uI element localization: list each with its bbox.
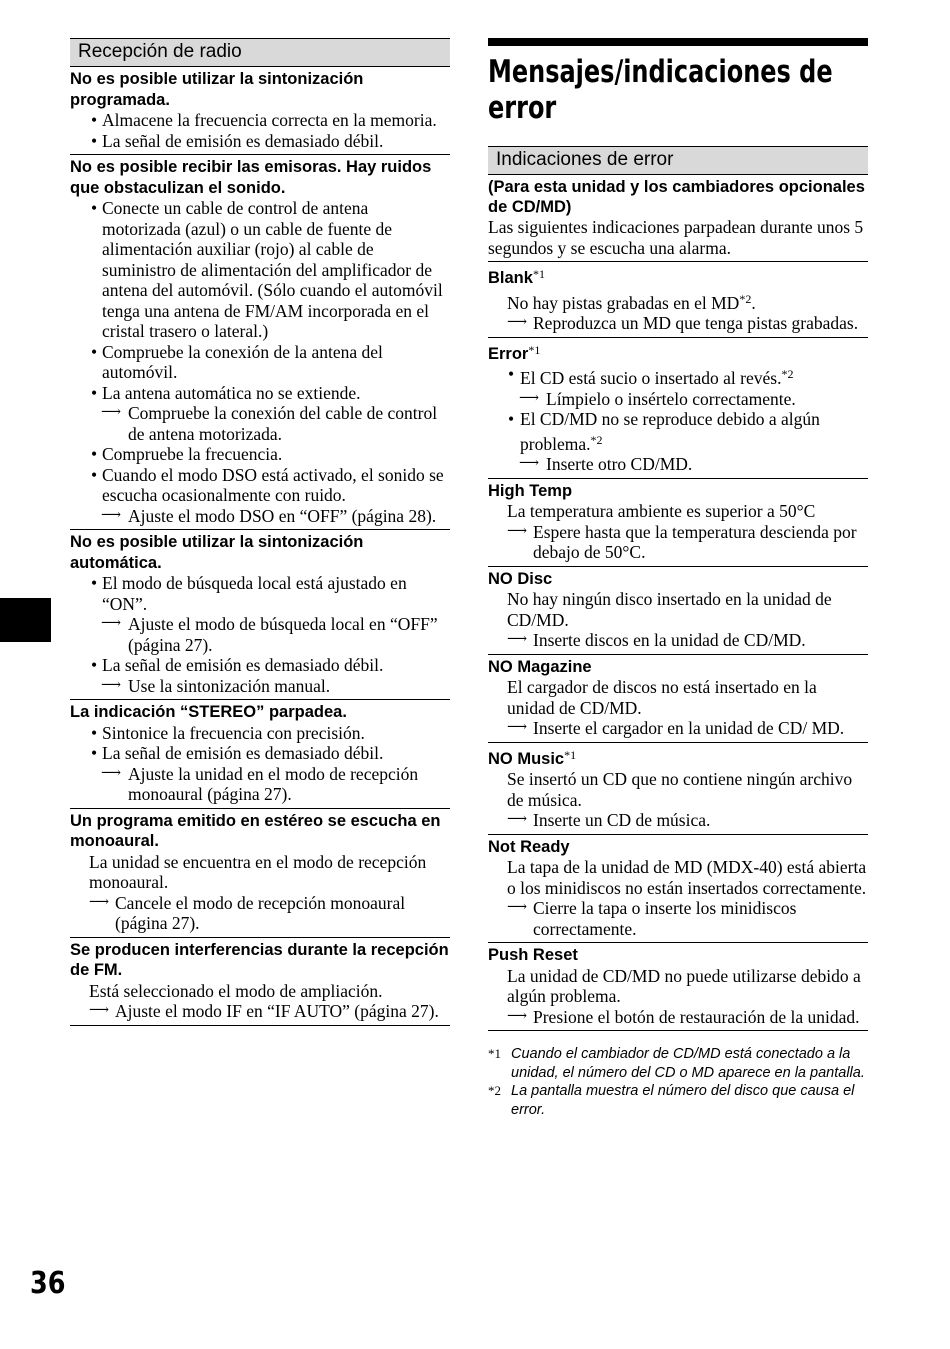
bullet-item [70, 655, 450, 676]
problem-title: Un programa emitido en estéreo se escucha en monoaural. [70, 811, 441, 850]
solution-item [488, 810, 868, 831]
problem-entry [70, 155, 450, 530]
footnote-ref: *2 [781, 367, 794, 381]
item-text: Reproduzca un MD que tenga pistas grabadas. [533, 313, 859, 333]
problem-entry [70, 530, 450, 700]
page-title: Mensajes/indicaciones de error [488, 54, 833, 126]
item-text: La señal de emisión es demasiado débil. [102, 743, 384, 763]
solution-item [70, 893, 450, 934]
item-text: Espere hasta que la temperatura descienda por debajo de 50°C. [533, 521, 857, 562]
footnotes [488, 1045, 868, 1119]
footnote-text: Cuando el cambiador de CD/MD está conectado a la unidad, el número del CD o MD aparece en la pantalla. [511, 1046, 865, 1081]
bullet-item [488, 409, 868, 454]
solution-item [488, 313, 868, 334]
title-rule [488, 38, 868, 46]
footnote-ref: *2 [590, 432, 603, 447]
arrow-right-icon: ⟶ [519, 390, 540, 406]
bullet-item [70, 110, 450, 131]
footnote-ref: *1 [532, 267, 545, 281]
error-code-label: Push Reset [488, 946, 578, 964]
section-header-error: Indicaciones de error [488, 146, 868, 175]
error-code-label: NO Disc [488, 569, 553, 588]
arrow-right-icon: ⟶ [507, 315, 528, 330]
radio-troubleshooting-list [70, 67, 450, 1026]
error-entry [488, 567, 868, 655]
right-column [488, 38, 868, 1119]
description-text [488, 677, 868, 718]
arrow-right-icon: ⟶ [507, 1008, 528, 1024]
section-tab-marker [0, 598, 51, 642]
item-text: Inserte el cargador en la unidad de CD/ MD. [533, 718, 845, 738]
footnote-text: La pantalla muestra el número del disco que causa el error. [511, 1083, 855, 1118]
bullet-icon: • [91, 110, 98, 130]
error-entry [488, 943, 868, 1031]
bullet-item [70, 131, 450, 152]
solution-item [488, 718, 868, 739]
description-text [488, 966, 868, 1007]
error-entry [488, 835, 868, 944]
arrow-right-icon: ⟶ [507, 523, 528, 539]
item-text: Conecte un cable de control de antena motorizada (azul) o un cable de fuente de alimentación auxiliar (rojo) al cable de suministro de alimentación del amplificador de antena del automóvil. (Sólo cuando el automóvil tenga una antena de FM/AM incorporada en el cristal trasero o lateral.) [102, 198, 443, 341]
footnote-ref: *1 [564, 747, 577, 762]
bullet-item [70, 198, 450, 342]
description-text [488, 501, 868, 522]
item-text: La señal de emisión es demasiado débil. [102, 130, 384, 151]
error-code [488, 837, 868, 858]
bullet-item [70, 723, 450, 744]
error-entry [488, 338, 868, 479]
arrow-right-icon: ⟶ [89, 894, 110, 910]
item-text: La antena automática no se extiende. [102, 382, 361, 403]
item-text: La temperatura ambiente es superior a 50°C [507, 501, 816, 521]
item-text: El CD/MD no se reproduce debido a algún problema. [520, 409, 820, 454]
error-code-label: Not Ready [488, 837, 570, 856]
bullet-icon: • [91, 573, 98, 593]
description-text [70, 981, 450, 1002]
bullet-icon: • [508, 364, 515, 384]
problem-title: La indicación “STEREO” parpadea. [70, 703, 347, 721]
footnote-ref: *2 [739, 291, 752, 306]
error-code-label: NO Magazine [488, 657, 592, 676]
item-text: Ajuste el modo de búsqueda local en “OFF” (página 27). [128, 614, 438, 655]
item-text: Presione el botón de restauración de la unidad. [533, 1006, 860, 1027]
bullet-icon: • [91, 722, 98, 743]
footnote-mark: *1 [488, 1046, 501, 1061]
item-text: Límpielo o insértelo correctamente. [546, 388, 796, 409]
problem-title: No es posible utilizar la sintonización programada. [70, 70, 364, 109]
arrow-right-icon: ⟶ [101, 616, 122, 631]
problem-entry [70, 938, 450, 1026]
item-text: Compruebe la conexión de la antena del automóvil. [102, 341, 383, 382]
error-code [488, 264, 868, 289]
solution-item [488, 389, 868, 410]
description-text [70, 852, 450, 893]
arrow-right-icon: ⟶ [507, 632, 528, 647]
arrow-right-icon: ⟶ [101, 507, 122, 523]
item-text: La unidad se encuentra en el modo de recepción monoaural. [89, 851, 427, 892]
solution-item [70, 1001, 450, 1022]
item-text: El modo de búsqueda local está ajustado en “ON”. [102, 573, 407, 614]
arrow-right-icon: ⟶ [89, 1003, 110, 1018]
item-text: Use la sintonización manual. [128, 675, 331, 696]
item-text: Inserte otro CD/MD. [546, 454, 693, 474]
bullet-item [70, 383, 450, 404]
error-code [488, 481, 868, 502]
error-code-label: High Temp [488, 481, 573, 500]
bullet-icon: • [91, 198, 98, 218]
error-code [488, 745, 868, 770]
item-text: Se insertó un CD que no contiene ningún archivo de música. [507, 769, 853, 810]
solution-item [70, 506, 450, 527]
solution-item [70, 764, 450, 805]
item-text: Compruebe la conexión del cable de control de antena motorizada. [128, 403, 438, 444]
left-column [70, 38, 450, 1026]
error-code [488, 657, 868, 678]
item-text: Ajuste el modo IF en “IF AUTO” (página 27). [115, 1001, 439, 1021]
problem-title: No es posible utilizar la sintonización automática. [70, 533, 364, 572]
bullet-icon: • [91, 655, 98, 675]
error-code-label: NO Music [488, 749, 565, 768]
bullet-icon: • [91, 743, 98, 763]
bullet-icon: • [91, 444, 98, 464]
solution-item [488, 1007, 868, 1028]
error-entry [488, 262, 868, 338]
item-text: Ajuste el modo DSO en “OFF” (página 28). [128, 505, 437, 526]
item-text: El cargador de discos no está insertado en la unidad de CD/MD. [507, 677, 817, 718]
item-text: Inserte discos en la unidad de CD/MD. [533, 630, 806, 650]
item-text: No hay ningún disco insertado en la unidad de CD/MD. [507, 589, 832, 630]
arrow-right-icon: ⟶ [101, 677, 122, 693]
item-text: Cancele el modo de recepción monoaural (página 27). [115, 892, 406, 933]
description-text [488, 769, 868, 810]
item-text: Compruebe la frecuencia. [102, 444, 283, 464]
arrow-right-icon: ⟶ [101, 765, 122, 781]
footnote-mark: *2 [488, 1083, 501, 1098]
error-code-label: Error [488, 344, 529, 363]
bullet-icon: • [91, 130, 98, 151]
solution-item [488, 522, 868, 563]
solution-item [488, 898, 868, 939]
solution-item [488, 630, 868, 651]
solution-item [70, 676, 450, 697]
error-code [488, 945, 868, 966]
item-text: Está seleccionado el modo de ampliación. [89, 980, 383, 1001]
bullet-icon: • [91, 464, 98, 485]
page-number: 36 [30, 1266, 66, 1301]
arrow-right-icon: ⟶ [507, 812, 528, 827]
description-text [488, 289, 868, 314]
arrow-right-icon: ⟶ [101, 405, 122, 420]
item-text: El CD está sucio o insertado al revés. [520, 368, 782, 388]
item-text: La tapa de la unidad de MD (MDX-40) está abierta o los minidiscos no están insertados correctamente. [507, 857, 867, 898]
solution-item [488, 454, 868, 475]
error-indications-list [488, 262, 868, 1031]
item-text: La señal de emisión es demasiado débil. [102, 655, 384, 675]
arrow-right-icon: ⟶ [507, 720, 528, 735]
problem-entry [70, 67, 450, 155]
solution-item [70, 614, 450, 655]
item-text: Cierre la tapa o inserte los minidiscos correctamente. [533, 898, 797, 939]
item-text: Inserte un CD de música. [533, 810, 711, 830]
item-text: La unidad de CD/MD no puede utilizarse debido a algún problema. [507, 965, 861, 1006]
error-entry [488, 743, 868, 835]
bullet-icon: • [91, 382, 98, 403]
arrow-right-icon: ⟶ [507, 900, 528, 915]
item-text: Ajuste la unidad en el modo de recepción monoaural (página 27). [128, 763, 419, 804]
bullet-item [70, 743, 450, 764]
item-punct: . [751, 292, 756, 313]
error-entry [488, 655, 868, 743]
description-text [488, 589, 868, 630]
bullet-item [70, 444, 450, 465]
problem-title: No es posible recibir las emisoras. Hay ruidos que obstaculizan el sonido. [70, 158, 432, 197]
problem-entry [70, 700, 450, 809]
item-text: No hay pistas grabadas en el MD [507, 292, 740, 313]
intro-title: (Para esta unidad y los cambiadores opcionales de CD/MD) [488, 178, 865, 216]
bullet-icon: • [91, 341, 98, 362]
bullet-item [70, 573, 450, 614]
error-code [488, 340, 868, 365]
item-text: Cuando el modo DSO está activado, el sonido se escucha ocasionalmente con ruido. [102, 464, 444, 505]
arrow-right-icon: ⟶ [519, 456, 540, 471]
error-entry [488, 479, 868, 567]
error-code-label: Blank [488, 269, 533, 287]
footnote [488, 1082, 868, 1119]
error-code [488, 569, 868, 590]
section-header-radio: Recepción de radio [70, 38, 450, 67]
footnote [488, 1045, 868, 1082]
solution-item [70, 403, 450, 444]
problem-title: Se producen interferencias durante la recepción de FM. [70, 940, 449, 979]
item-text: Almacene la frecuencia correcta en la memoria. [102, 110, 437, 130]
item-text: Sintonice la frecuencia con precisión. [102, 722, 365, 743]
bullet-item [70, 465, 450, 506]
bullet-icon: • [508, 409, 515, 429]
description-text [488, 857, 868, 898]
bullet-item [70, 342, 450, 383]
bullet-item [488, 364, 868, 389]
problem-entry [70, 809, 450, 938]
footnote-ref: *1 [528, 342, 541, 357]
intro-text: Las siguientes indicaciones parpadean durante unos 5 segundos y se escucha una alarma. [488, 217, 868, 262]
